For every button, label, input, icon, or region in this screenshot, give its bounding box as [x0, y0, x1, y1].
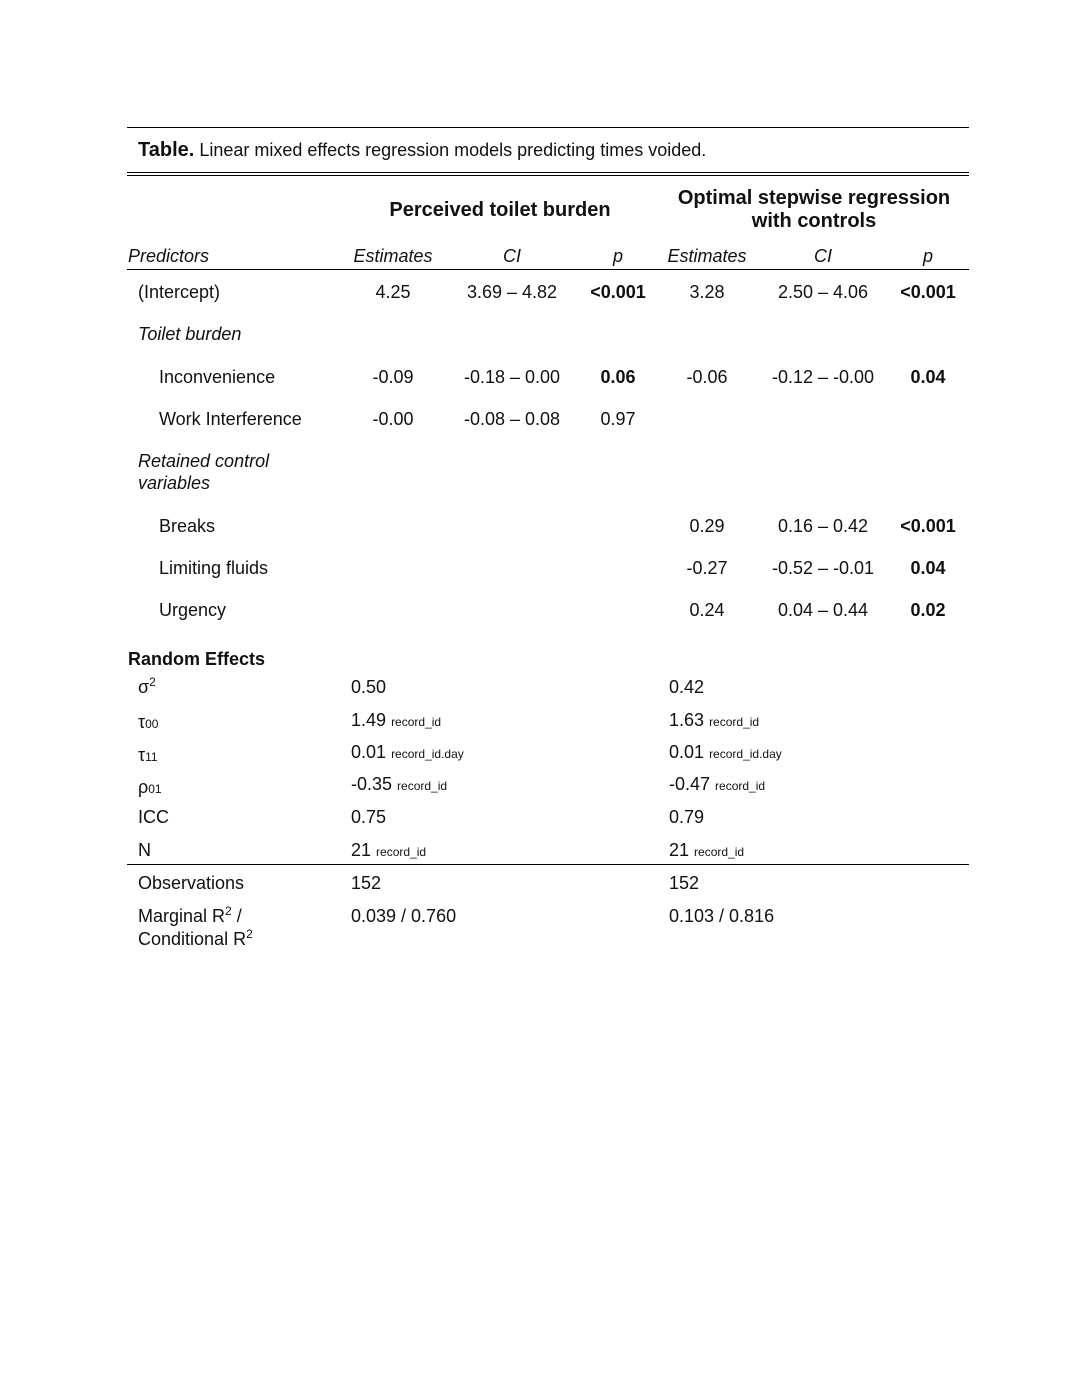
ci-2: 0.04 – 0.44	[777, 600, 869, 620]
observations-value-1: 152	[351, 873, 382, 893]
n-value-2: 21 record_id	[669, 840, 745, 860]
row-label: Urgency	[159, 600, 227, 620]
p-2: 0.02	[910, 600, 946, 620]
estimate-2: 3.28	[689, 282, 725, 302]
model-2-header: Optimal stepwise regression with controls	[677, 187, 951, 232]
sigma2-value-1: 0.50	[351, 677, 387, 697]
rho01-value-1: -0.35 record_id	[351, 774, 448, 794]
ci-1: -0.08 – 0.08	[463, 409, 561, 429]
rho01-label: ρ01	[138, 777, 162, 797]
n-value-1: 21 record_id	[351, 840, 427, 860]
caption-double-rule-top	[127, 172, 969, 173]
sigma2-value-2: 0.42	[669, 677, 705, 697]
ci-2: 2.50 – 4.06	[777, 282, 869, 302]
estimate-1: -0.00	[372, 409, 414, 429]
caption-label: Table.	[138, 139, 195, 161]
estimate-1: 4.25	[375, 282, 411, 302]
tau00-value-1: 1.49 record_id	[351, 710, 442, 730]
rho01-value-2: -0.47 record_id	[669, 774, 766, 794]
icc-value-2: 0.79	[669, 807, 705, 827]
icc-value-1: 0.75	[351, 807, 387, 827]
p-1: 0.97	[600, 409, 636, 429]
tau11-value-2: 0.01 record_id.day	[669, 742, 782, 762]
row-label: (Intercept)	[138, 282, 221, 302]
col-estimates-1: Estimates	[353, 246, 433, 266]
r2-label: Marginal $R^2$ / Conditional $R^2$	[138, 904, 253, 949]
row-label: Limiting fluids	[159, 558, 269, 578]
col-estimates-2: Estimates	[667, 246, 747, 266]
icc-label: ICC	[138, 807, 169, 827]
col-p-2: p	[922, 246, 933, 266]
caption-text: Linear mixed effects regression models predicting times voided.	[199, 140, 707, 160]
ci-2: -0.12 – -0.00	[771, 367, 875, 387]
tau11-label: τ11	[138, 745, 158, 765]
header-rule	[127, 269, 969, 270]
col-predictors: Predictors	[128, 246, 210, 266]
col-ci-1: CI	[503, 246, 521, 266]
table-caption	[138, 139, 706, 162]
tau00-label: τ00	[138, 712, 159, 732]
row-label: Inconvenience	[159, 367, 276, 387]
tau00-value-2: 1.63 record_id	[669, 710, 760, 730]
top-rule	[127, 127, 969, 128]
p-2: <0.001	[900, 516, 956, 536]
ci-1: 3.69 – 4.82	[466, 282, 558, 302]
ci-1: -0.18 – 0.00	[463, 367, 561, 387]
estimate-2: -0.27	[686, 558, 728, 578]
row-label: Work Interference	[159, 409, 302, 429]
model-1-header: Perceived toilet burden	[389, 199, 611, 221]
ci-2: -0.52 – -0.01	[771, 558, 875, 578]
observations-label: Observations	[138, 873, 245, 893]
caption-double-rule-bottom	[127, 175, 969, 176]
group-label-toilet-burden: Toilet burden	[138, 324, 242, 344]
r2-value-2: 0.103 / 0.816	[669, 906, 775, 926]
tau11-value-1: 0.01 record_id.day	[351, 742, 464, 762]
r2-value-1: 0.039 / 0.760	[351, 906, 457, 926]
col-ci-2: CI	[814, 246, 832, 266]
group-label-retained-control-variables: Retained control variables	[138, 451, 270, 493]
random-effects-heading: Random Effects	[128, 649, 266, 669]
ci-2: 0.16 – 0.42	[777, 516, 869, 536]
observations-value-2: 152	[669, 873, 700, 893]
p-1: 0.06	[600, 367, 636, 387]
estimate-2: 0.24	[689, 600, 725, 620]
p-2: <0.001	[900, 282, 956, 302]
row-label: Breaks	[159, 516, 216, 536]
n-label: N	[138, 840, 151, 860]
estimate-2: -0.06	[686, 367, 728, 387]
p-1: <0.001	[590, 282, 646, 302]
observations-rule	[127, 864, 969, 865]
sigma2-label: $\sigma^2$	[138, 675, 156, 697]
estimate-2: 0.29	[689, 516, 725, 536]
p-2: 0.04	[910, 367, 946, 387]
estimate-1: -0.09	[372, 367, 414, 387]
col-p-1: p	[612, 246, 623, 266]
p-2: 0.04	[910, 558, 946, 578]
